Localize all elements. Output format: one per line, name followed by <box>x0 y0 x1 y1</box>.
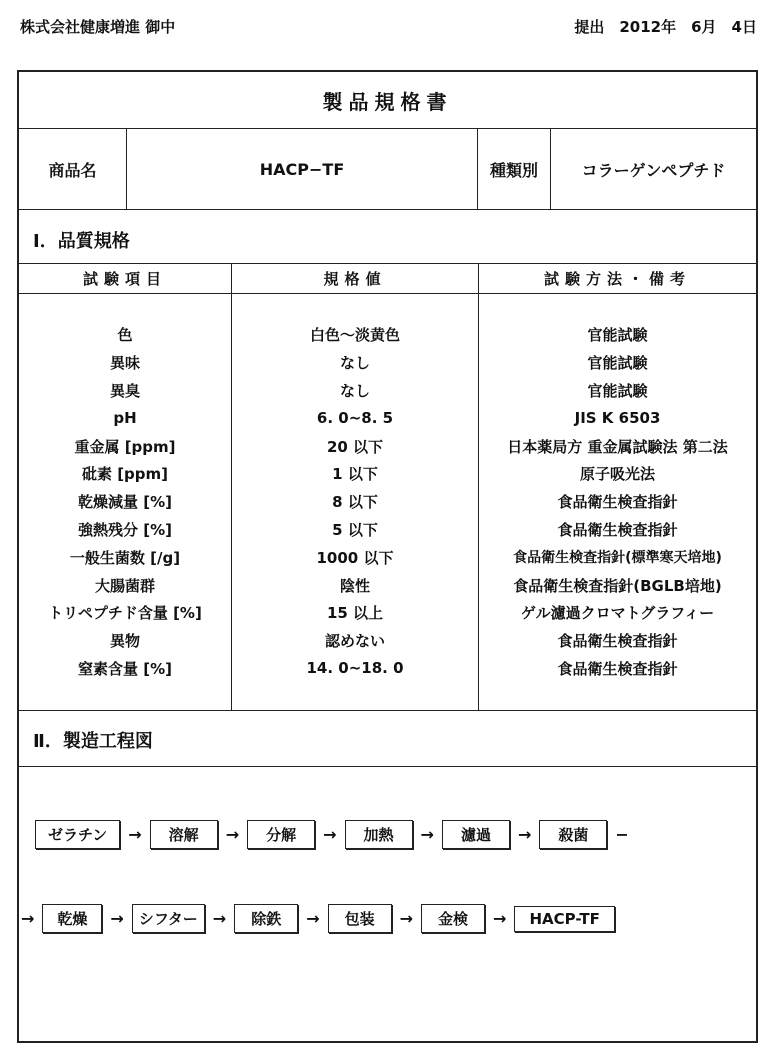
table-row-method: JIS K 6503 <box>574 409 661 428</box>
continuation-dash: − <box>615 825 629 844</box>
table-row-item: pH <box>113 409 137 428</box>
table-row-method: 食品衛生検査指針(BGLB培地) <box>513 576 722 595</box>
arrow-icon: → <box>21 909 35 928</box>
table-row-method: 食品衛生検査指針 <box>557 493 678 512</box>
table-row-method: 原子吸光法 <box>579 465 655 484</box>
process-step: シフター <box>132 904 205 933</box>
table-row-method: 食品衛生検査指針 <box>557 659 678 678</box>
table-row-item: 異物 <box>109 632 140 651</box>
table-row-method: 食品衛生検査指針(標準寒天培地) <box>513 550 722 567</box>
table-row-spec: なし <box>339 381 370 400</box>
table-row-spec: 1 以下 <box>332 465 378 484</box>
table-row-spec: 認めない <box>324 632 385 651</box>
table-row-spec: 1000 以下 <box>316 548 394 567</box>
arrow-icon: → <box>128 825 142 844</box>
process-step: 乾燥 <box>42 904 102 933</box>
arrow-icon: → <box>420 825 434 844</box>
table-row-item: 異臭 <box>109 381 140 400</box>
process-step: 殺菌 <box>539 820 607 849</box>
table-row-item: 乾燥減量 [%] <box>78 493 172 512</box>
table-row-item: 強熱残分 [%] <box>78 520 172 539</box>
table-row-item: 大腸菌群 <box>94 576 155 595</box>
process-step: ゼラチン <box>35 820 120 849</box>
arrow-icon: → <box>493 909 507 928</box>
table-row-spec: 14. 0~18. 0 <box>306 659 404 678</box>
spec-column <box>232 321 478 682</box>
process-step: 金検 <box>421 904 485 933</box>
spec-sheet <box>17 70 758 1043</box>
table-row-item: 一般生菌数 [/g] <box>69 548 181 567</box>
process-flow-row-1 <box>35 820 637 849</box>
document-title: 製品規格書 <box>322 89 453 114</box>
process-flow-row-2 <box>21 904 615 933</box>
process-step: 濾過 <box>442 820 510 849</box>
arrow-icon: → <box>110 909 124 928</box>
table-row-spec: 8 以下 <box>332 493 378 512</box>
table-row-method: ゲル濾過クロマトグラフィー <box>520 604 715 623</box>
table-row-spec: なし <box>339 354 370 373</box>
table-row-method: 官能試験 <box>587 381 648 400</box>
section-process-heading: Ⅱ．製造工程図 <box>33 731 153 752</box>
product-name-label: 商品名 <box>48 160 97 180</box>
divider <box>19 293 756 294</box>
divider <box>19 766 756 767</box>
process-step: 溶解 <box>150 820 218 849</box>
product-name-value: HACP−TF <box>259 159 345 179</box>
method-column <box>479 321 756 682</box>
product-type-value: コラーゲンペプチド <box>581 160 726 180</box>
section-quality-heading: Ⅰ．品質規格 <box>33 231 130 252</box>
table-row-item: 重金属 [ppm] <box>74 437 176 456</box>
table-row-item: 異味 <box>109 354 140 373</box>
process-step: 包装 <box>328 904 392 933</box>
process-step: 除鉄 <box>234 904 298 933</box>
table-row-method: 食品衛生検査指針 <box>557 520 678 539</box>
arrow-icon: → <box>517 825 532 844</box>
table-row-item: 窒素含量 [%] <box>78 659 172 678</box>
table-row-item: トリペプチド含量 [%] <box>48 604 202 623</box>
table-row-spec: 6. 0~8. 5 <box>316 409 394 428</box>
arrow-icon: → <box>306 909 320 928</box>
table-row-spec: 白色～淡黄色 <box>309 326 400 345</box>
table-row-item: 砒素 [ppm] <box>81 465 169 484</box>
recipient: 株式会社健康増進 御中 <box>20 18 176 36</box>
divider <box>19 710 756 711</box>
arrow-icon: → <box>225 825 240 844</box>
submission-date: 提出 2012年 6月 4日 <box>574 18 757 36</box>
process-step: HACP-TF <box>514 906 614 932</box>
column-header-spec: 規格値 <box>323 270 387 288</box>
arrow-icon: → <box>399 909 414 928</box>
table-row-spec: 20 以下 <box>326 437 384 456</box>
table-row-method: 食品衛生検査指針 <box>557 632 678 651</box>
process-step: 加熱 <box>345 820 413 849</box>
arrow-icon: → <box>212 909 227 928</box>
table-row-spec: 15 以上 <box>326 604 384 623</box>
column-header-item: 試験項目 <box>82 270 167 288</box>
table-row-method: 官能試験 <box>587 326 648 345</box>
table-row-spec: 陰性 <box>339 576 370 595</box>
product-type-label: 種類別 <box>489 160 538 180</box>
table-row-item: 色 <box>117 326 133 345</box>
arrow-icon: → <box>323 825 337 844</box>
process-step: 分解 <box>247 820 315 849</box>
table-row-method: 官能試験 <box>587 354 648 373</box>
item-column <box>19 321 231 682</box>
divider <box>19 209 756 210</box>
table-row-method: 日本薬局方 重金属試験法 第二法 <box>507 437 728 456</box>
column-header-method: 試験方法・備考 <box>543 270 691 288</box>
table-row-spec: 5 以下 <box>332 520 378 539</box>
